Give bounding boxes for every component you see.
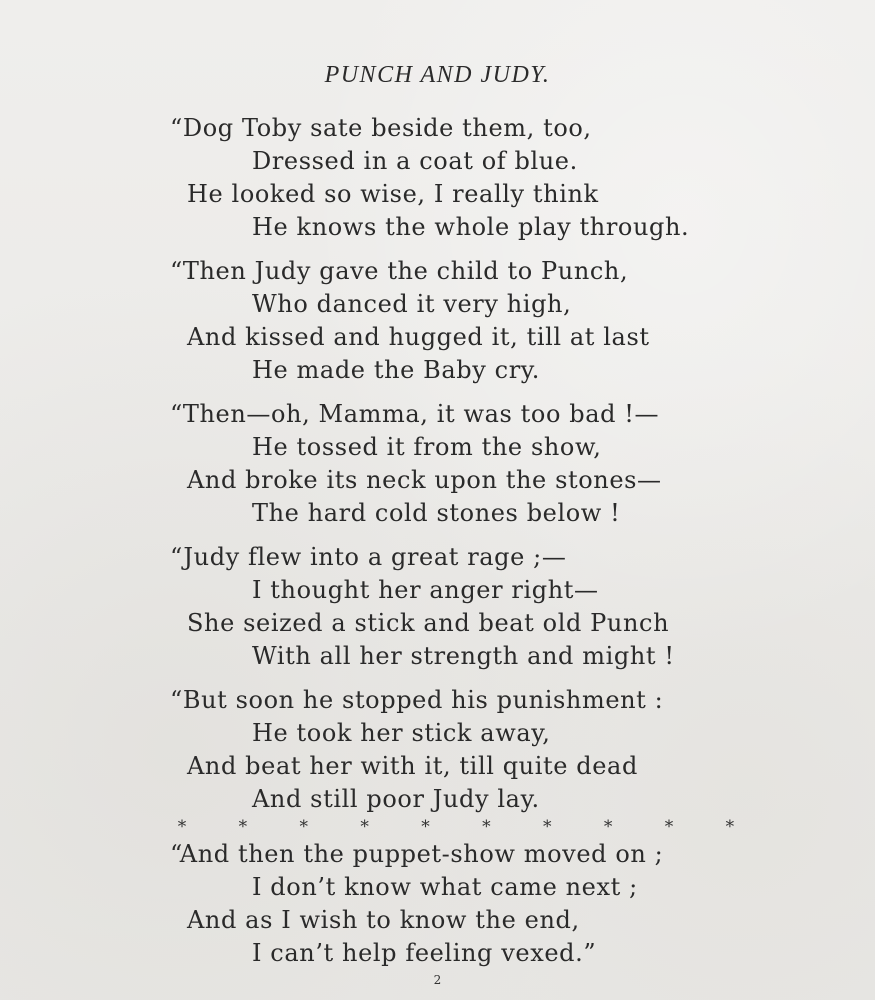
poem-line: I can’t help feeling vexed.”	[252, 939, 597, 967]
asterisk: *	[238, 817, 248, 837]
poem-line: And kissed and hugged it, till at last	[187, 323, 650, 351]
poem-line: He knows the whole play through.	[252, 213, 690, 241]
poem-line: “But soon he stopped his punishment :	[170, 686, 664, 714]
poem-line: He tossed it from the show,	[252, 433, 602, 461]
poem-line: The hard cold stones below !	[252, 499, 621, 527]
poem-line: He made the Baby cry.	[252, 356, 540, 384]
poem-line: “Dog Toby sate beside them, too,	[170, 114, 592, 142]
poem-line: I don’t know what came next ;	[252, 873, 638, 901]
poem-line: Who danced it very high,	[252, 290, 572, 318]
poem-line: “And then the puppet-show moved on ;	[170, 840, 664, 868]
asterisk: *	[482, 817, 491, 837]
poem-line: With all her strength and might !	[252, 642, 675, 670]
poem-line: She seized a stick and beat old Punch	[187, 609, 670, 637]
page-title: PUNCH AND JUDY.	[324, 62, 551, 88]
poem-line: Dressed in a coat of blue.	[252, 147, 578, 175]
poem-line: I thought her anger right—	[252, 576, 599, 604]
asterisk: *	[299, 817, 308, 837]
asterisk: *	[543, 817, 552, 837]
poem-line: And as I wish to know the end,	[187, 906, 580, 934]
asterisk: *	[421, 817, 430, 837]
asterisk: *	[603, 817, 613, 837]
poem-line: “Judy flew into a great rage ;—	[170, 543, 567, 571]
asterisk: *	[664, 817, 674, 837]
page-number: 2	[433, 973, 442, 987]
poem-line: “Then Judy gave the child to Punch,	[170, 257, 629, 285]
poem-line: “Then—oh, Mamma, it was too bad !—	[170, 400, 660, 428]
poem-line: And beat her with it, till quite dead	[187, 752, 638, 780]
asterisk: *	[177, 817, 187, 837]
asterisk: *	[725, 817, 735, 837]
poem-line: And broke its neck upon the stones—	[187, 466, 662, 494]
poem-line: And still poor Judy lay.	[252, 785, 540, 813]
asterisk-separator	[176, 817, 736, 837]
asterisk: *	[360, 817, 369, 837]
poem-line: He took her stick away,	[252, 719, 551, 747]
poem-line: He looked so wise, I really think	[187, 180, 599, 208]
